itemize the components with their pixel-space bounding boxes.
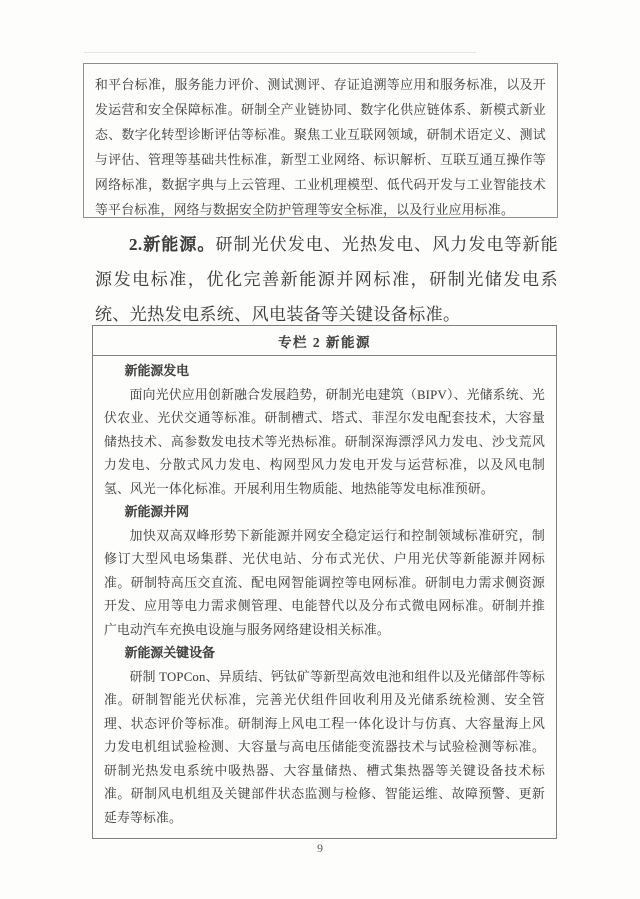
page-number: 9: [317, 841, 323, 855]
section-heading-key-equipment: 新能源关键设备: [124, 646, 215, 660]
column-box-2-title: 专栏 2 新能源: [93, 326, 556, 356]
column-box-2-body: [93, 356, 556, 838]
scan-artifact-line: [84, 52, 476, 53]
paragraph-new-energy-lead: 2.新能源。: [129, 235, 216, 254]
section-heading-generation: 新能源发电: [124, 364, 190, 378]
column-box-2: [92, 325, 557, 839]
column-box-continuation-text: 和平台标准，服务能力评价、测试测评、存证追溯等应用和服务标准，以及开发运营和安全保障标准。研制全产业链协同、数字化供应链体系、新模式新业态、数字化转型诊断评估等标准。聚焦工业互联网领域，研制术语定义、测试与评估、管理等基础共性标准，新型工业网络、标识解析、互联互通互操作等网络标准，数据字典与上云管理、工业机理模型、低代码开发与工业智能技术等平台标准，网络与数据安全防护管理等安全标准，以及行业应用标准。: [95, 78, 546, 217]
section-text-grid-connection: 加快双高双峰形势下新能源并网安全稳定运行和控制领域标准研究，制修订大型风电场集群、光伏电站、分布式光伏、户用光伏等新能源并网标准。研制特高压交直流、配电网智能调控等电网标准。研制电力需求侧资源开发、应用等电力需求侧管理、电能替代以及分布式微电网标准。研制并推广电动汽车充换电设施与服务网络建设相关标准。: [104, 528, 545, 637]
paragraph-new-energy-body: 研制光伏发电、光热发电、风力发电等新能源发电标准，优化完善新能源并网标准，研制光储发电系统、光热发电系统、风电装备等关键设备标准。: [95, 235, 558, 324]
section-text-key-equipment: 研制 TOPCon、异质结、钙钛矿等新型高效电池和组件以及光储部件等标准。研制智能光伏标准，完善光伏组件回收利用及光储系统检测、安全管理、状态评价等标准。研制海上风电工程一体化设计与仿真、大容量海上风力发电机组试验检测、大容量与高电压储能变流器技术与试验检测等标准。研制光热发电系统中吸热器、大容量储热、槽式集热器等关键设备技术标准。研制风电机组及关键部件状态监测与检修、智能运维、故障预警、更新延寿等标准。: [104, 669, 545, 825]
section-heading-grid-connection: 新能源并网: [124, 505, 190, 519]
column-box-continuation: [83, 63, 558, 218]
paragraph-new-energy: [95, 227, 558, 332]
section-text-generation: 面向光伏应用创新融合发展趋势，研制光电建筑（BIPV）、光储系统、光伏农业、光伏交通等标准。研制槽式、塔式、菲涅尔发电配套技术，大容量储热技术、高参数发电技术等光热标准。研制深海漂浮风力发电、沙戈荒风力发电、分散式风力发电、构网型风力发电开发与运营标准，以及风电制氢、风光一体化标准。开展利用生物质能、地热能等发电标准预研。: [104, 387, 545, 496]
